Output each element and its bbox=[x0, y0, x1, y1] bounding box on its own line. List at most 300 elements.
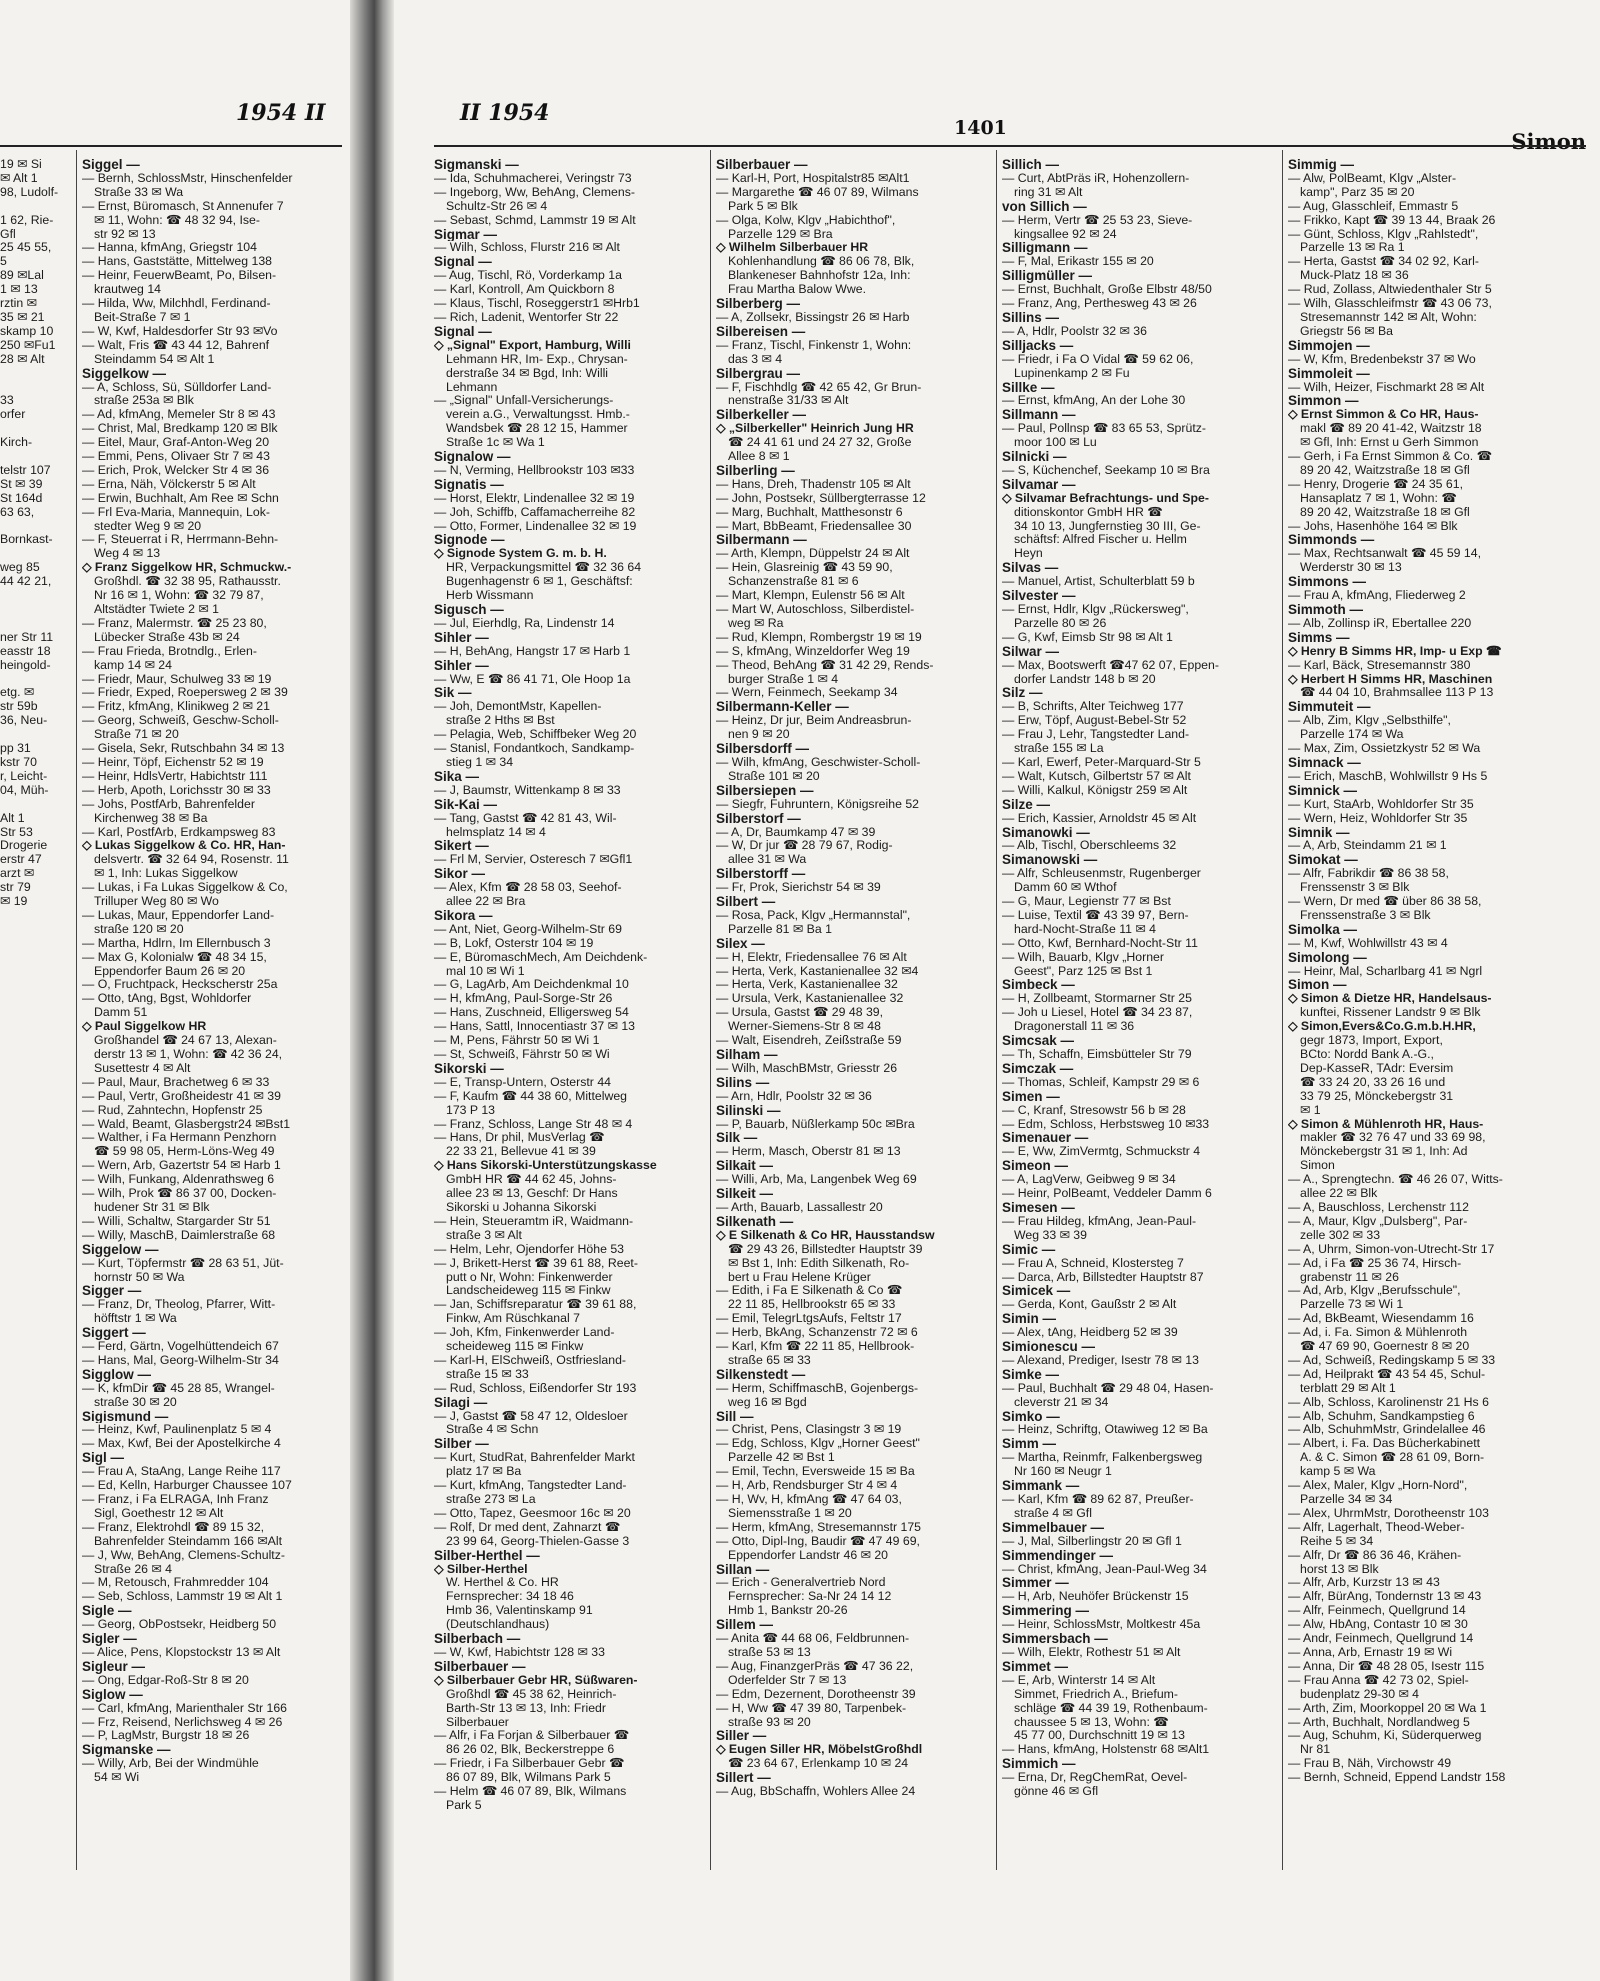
directory-entry: — Fritz, kfmAng, Klinikweg 2 ✉ 21 bbox=[82, 700, 270, 714]
directory-entry: — Rich, Ladenit, Wentorfer Str 22 bbox=[434, 310, 619, 324]
directory-entry: — Alex, Kfm ☎ 28 58 03, Seehof- bbox=[434, 881, 622, 895]
directory-entry: — Alfr, Schleusenmstr, Rugenberger bbox=[1002, 867, 1201, 881]
directory-entry: — Otto, Kwf, Bernhard-Nocht-Str 11 bbox=[1002, 936, 1198, 950]
directory-entry: — A, LagVerw, Geibweg 9 ✉ 34 bbox=[1002, 1173, 1176, 1187]
directory-entry: Schanzenstraße 81 ✉ 6 bbox=[728, 575, 859, 589]
directory-entry: — Ad, i Fa ☎ 25 36 74, Hirsch- bbox=[1288, 1256, 1462, 1270]
column-divider-3 bbox=[1282, 150, 1283, 1870]
directory-entry: — Heinr, SchlossMstr, Moltkestr 45a bbox=[1002, 1618, 1201, 1632]
directory-entry: — H, Elektr, Friedensallee 76 ✉ Alt bbox=[716, 950, 907, 964]
directory-entry: — Ida, Schuhmacherei, Veringstr 73 bbox=[434, 171, 632, 185]
directory-entry: 25 45 55, bbox=[0, 241, 52, 255]
directory-entry: — „Signal" Unfall-Versicherungs- bbox=[434, 394, 614, 408]
directory-entry: — P, LagMstr, Burgstr 18 ✉ 26 bbox=[82, 1729, 250, 1743]
directory-entry: — Alfr, Fabrikdir ☎ 86 38 58, bbox=[1288, 867, 1449, 881]
directory-entry: — Max, Bootswerft ☎47 62 07, Eppen- bbox=[1002, 658, 1219, 672]
surname-heading: Simmer — bbox=[1002, 1576, 1069, 1591]
directory-entry: — Erna, Näh, Völckerstr 5 ✉ Alt bbox=[82, 477, 256, 491]
directory-entry: — G, LagArb, Am Deichdenkmal 10 bbox=[434, 978, 629, 992]
directory-entry: — Wern, Dr med ☎ über 86 38 58, bbox=[1288, 895, 1482, 909]
directory-entry: — Herm, SchiffmaschB, Gojenbergs- bbox=[716, 1381, 919, 1395]
directory-entry: — M, Kwf, Wohlwillstr 43 ✉ 4 bbox=[1288, 936, 1448, 950]
directory-entry: — H, Arb, Neuhöfer Brückenstr 15 bbox=[1002, 1590, 1189, 1604]
directory-entry: — Arth, Klempn, Düppelstr 24 ✉ Alt bbox=[716, 547, 910, 561]
surname-heading: Simmuteit — bbox=[1288, 700, 1371, 715]
directory-entry: — Frz, Reisend, Nerlichsweg 4 ✉ 26 bbox=[82, 1715, 283, 1729]
directory-entry: — Erw, Töpf, August-Bebel-Str 52 bbox=[1002, 714, 1187, 728]
directory-entry: — Wilh, Prok ☎ 86 37 00, Docken- bbox=[82, 1187, 277, 1201]
directory-entry: — Erna, Dr, RegChemRat, Oevel- bbox=[1002, 1771, 1188, 1785]
firm-entry: ◇ Silber-Herthel bbox=[434, 1562, 528, 1576]
directory-entry: Altstädter Twiete 2 ✉ 1 bbox=[94, 603, 219, 616]
directory-entry bbox=[0, 673, 66, 687]
directory-entry: — G, Kwf, Eimsb Str 98 ✉ Alt 1 bbox=[1002, 630, 1173, 644]
directory-entry: Wandsbek ☎ 28 12 15, Hammer bbox=[446, 422, 628, 436]
surname-heading: Simmersbach — bbox=[1002, 1632, 1108, 1646]
surname-heading: Sillke — bbox=[1002, 380, 1055, 395]
surname-heading: Simczak — bbox=[1002, 1061, 1074, 1076]
directory-entry: — Rud, Zahntechn, Hopfenstr 25 bbox=[82, 1103, 263, 1117]
column-divider-2 bbox=[996, 150, 997, 1870]
directory-entry: — Frau A, kfmAng, Fliederweg 2 bbox=[1288, 589, 1466, 603]
surname-heading: Silinski — bbox=[716, 1103, 781, 1118]
directory-entry: — Alfr, Arb, Kurzstr 13 ✉ 43 bbox=[1288, 1576, 1440, 1590]
directory-entry: 5 bbox=[0, 255, 7, 269]
directory-entry: W. Herthel & Co. HR bbox=[446, 1576, 559, 1590]
directory-entry: — Wilh, kfmAng, Geschwister-Scholl- bbox=[716, 755, 921, 769]
surname-heading: Silnicki — bbox=[1002, 450, 1067, 464]
surname-heading: Silbermann — bbox=[716, 533, 807, 548]
directory-entry: Lübecker Straße 43b ✉ 24 bbox=[94, 630, 240, 644]
directory-entry: — Edg, Schloss, Klgv „Horner Geest" bbox=[716, 1437, 920, 1451]
directory-entry: — M, Pens, Fährstr 50 ✉ Wi 1 bbox=[434, 1034, 600, 1048]
directory-entry: Barth-Str 13 ✉ 13, Inh: Friedr bbox=[446, 1701, 606, 1715]
directory-entry: gönne 46 ✉ Gfl bbox=[1014, 1785, 1099, 1799]
directory-entry: allee 22 ✉ Bra bbox=[446, 895, 526, 909]
directory-entry: — Max, Kwf, Bei der Apostelkirche 4 bbox=[82, 1437, 281, 1451]
directory-entry: — Karl-H, Port, Hospitalstr85 ✉Alt1 bbox=[716, 171, 910, 185]
surname-heading: Silvas — bbox=[1002, 561, 1059, 576]
directory-entry: — B, Lokf, Osterstr 104 ✉ 19 bbox=[434, 936, 594, 950]
surname-heading: Silbereisen — bbox=[716, 324, 806, 339]
directory-entry: — Horst, Elektr, Lindenallee 32 ✉ 19 bbox=[434, 491, 635, 505]
directory-entry: 35 ✉ 21 bbox=[0, 310, 45, 324]
directory-entry: easstr 18 bbox=[0, 644, 51, 658]
directory-entry: Finkw, Am Rüschkanal 7 bbox=[446, 1312, 580, 1326]
directory-entry: Großhdl. ☎ 32 38 95, Rathausstr. bbox=[94, 575, 281, 589]
directory-entry: — Emmi, Pens, Olivaer Str 7 ✉ 43 bbox=[82, 450, 270, 464]
directory-entry: — Mart W, Autoschloss, Silberdistel- bbox=[716, 603, 915, 616]
directory-entry: scheideweg 115 ✉ Finkw bbox=[446, 1340, 584, 1354]
surname-heading: Sillem — bbox=[716, 1618, 774, 1633]
surname-heading: Silbergrau — bbox=[716, 366, 801, 381]
directory-entry: — Alb, SchuhmMstr, Grindelallee 46 bbox=[1288, 1423, 1486, 1437]
directory-entry: weg ✉ Ra bbox=[728, 616, 784, 630]
directory-entry: — Herm, Masch, Oberstr 81 ✉ 13 bbox=[716, 1145, 901, 1159]
surname-heading: Sikora — bbox=[434, 908, 493, 923]
directory-entry: str 92 ✉ 13 bbox=[94, 227, 156, 241]
directory-entry: — Hilda, Ww, Milchhdl, Ferdinand- bbox=[82, 297, 271, 311]
directory-entry: putt o Nr, Wohn: Finkenwerder bbox=[446, 1270, 613, 1284]
surname-heading: Simanowki — bbox=[1002, 825, 1090, 840]
surname-heading: Simmank — bbox=[1002, 1479, 1080, 1493]
directory-entry: Simon bbox=[1300, 1159, 1335, 1173]
directory-entry: ring 31 ✉ Alt bbox=[1014, 185, 1083, 199]
directory-entry: straße 120 ✉ 20 bbox=[94, 922, 184, 936]
directory-entry: St ✉ 39 bbox=[0, 477, 43, 491]
directory-entry: — Willy, Arb, Bei der Windmühle bbox=[82, 1757, 259, 1771]
directory-entry: — Rud, Zollass, Altwiedenthaler Str 5 bbox=[1288, 283, 1492, 297]
directory-entry: Nr 81 bbox=[1300, 1743, 1331, 1757]
directory-entry: ✉ Bst 1, Inh: Edith Silkenath, Ro- bbox=[728, 1256, 910, 1270]
directory-entry: Drogerie bbox=[0, 839, 48, 853]
directory-entry: allee 23 ✉ 13, Geschf: Dr Hans bbox=[446, 1187, 618, 1201]
directory-entry: — Friedr, i Fa Silberbauer Gebr ☎ bbox=[434, 1757, 625, 1771]
directory-entry: — H, Ww ☎ 47 39 80, Tarpenbek- bbox=[716, 1701, 907, 1715]
surname-heading: Silkeit — bbox=[716, 1187, 774, 1201]
directory-entry bbox=[0, 450, 66, 464]
directory-entry: 45 77 00, Durchschnitt 19 ✉ 13 bbox=[1014, 1729, 1185, 1743]
directory-entry: kingsallee 92 ✉ 24 bbox=[1014, 227, 1117, 241]
directory-entry: — Friedr, Maur, Schulweg 33 ✉ 19 bbox=[82, 672, 272, 686]
directory-entry: weg 16 ✉ Bgd bbox=[728, 1395, 807, 1409]
directory-entry: — Albert, i. Fa. Das Bücherkabinett bbox=[1288, 1437, 1481, 1451]
directory-entry: Werner-Siemens-Str 8 ✉ 48 bbox=[728, 1020, 881, 1034]
directory-entry: — Gerh, i Fa Ernst Simmon & Co. ☎ bbox=[1288, 450, 1492, 464]
directory-entry: 86 26 02, Blk, Beckerstreppe 6 bbox=[446, 1743, 615, 1757]
directory-entry: — Alfr, Lagerhalt, Theod-Weber- bbox=[1288, 1520, 1465, 1534]
directory-entry: Steindamm 54 ✉ Alt 1 bbox=[94, 352, 215, 366]
right-column-1 bbox=[434, 158, 702, 1813]
directory-entry: — Erwin, Buchhalt, Am Ree ✉ Schn bbox=[82, 491, 279, 505]
directory-entry: — Walther, i Fa Hermann Penzhorn bbox=[82, 1131, 277, 1145]
directory-entry: derstraße 34 ✉ Bgd, Inh: Willi bbox=[446, 366, 609, 380]
directory-entry bbox=[0, 547, 66, 561]
surname-heading: Simolong — bbox=[1288, 950, 1367, 965]
directory-entry: 33 79 25, Mönckebergstr 31 bbox=[1300, 1089, 1454, 1103]
left-head-rule bbox=[0, 145, 342, 147]
directory-entry: — Herb, BkAng, Schanzenstr 72 ✉ 6 bbox=[716, 1326, 918, 1340]
directory-entry: schläge ☎ 44 39 19, Rothenbaum- bbox=[1014, 1701, 1208, 1715]
directory-entry: — Rolf, Dr med dent, Zahnarzt ☎ bbox=[434, 1520, 621, 1534]
directory-entry: Bugenhagenstr 6 ✉ 1, Geschäftsf: bbox=[446, 575, 633, 589]
directory-entry: — F, Kaufm ☎ 44 38 60, Mittelweg bbox=[434, 1089, 628, 1103]
directory-entry: — Herta, Verk, Kastanienallee 32 ✉4 bbox=[716, 964, 919, 978]
directory-entry: — F, Steuerrat i R, Herrmann-Behn- bbox=[82, 533, 279, 547]
directory-entry: nenstraße 31/33 ✉ Alt bbox=[728, 394, 849, 408]
directory-entry: — Ad, kfmAng, Memeler Str 8 ✉ 43 bbox=[82, 408, 276, 422]
directory-entry: — W, Dr jur ☎ 28 79 67, Rodig- bbox=[716, 839, 893, 853]
directory-entry: terblatt 29 ✉ Alt 1 bbox=[1300, 1381, 1396, 1395]
directory-entry: — Wern, Heiz, Wohldorfer Str 35 bbox=[1288, 811, 1468, 825]
directory-entry: kamp 5 ✉ Wa bbox=[1300, 1465, 1376, 1479]
directory-entry: Frau Martha Balow Wwe. bbox=[728, 283, 867, 297]
directory-entry: Nr 160 ✉ Neugr 1 bbox=[1014, 1465, 1112, 1479]
directory-entry: — Carl, kfmAng, Marienthaler Str 166 bbox=[82, 1701, 288, 1715]
directory-entry: — Alexand, Prediger, Isestr 78 ✉ 13 bbox=[1002, 1353, 1199, 1367]
directory-entry: — Ernst, Buchhalt, Große Elbstr 48/50 bbox=[1002, 283, 1212, 297]
directory-entry: — J, Brikett-Herst ☎ 39 61 88, Reet- bbox=[434, 1256, 638, 1270]
directory-entry: Straße 101 ✉ 20 bbox=[728, 769, 820, 783]
surname-heading: Siglow — bbox=[82, 1687, 143, 1702]
directory-entry: — Otto, Tapez, Geesmoor 16c ✉ 20 bbox=[434, 1506, 631, 1520]
directory-entry: straße 155 ✉ La bbox=[1014, 742, 1104, 756]
directory-entry: budenplatz 29-30 ✉ 4 bbox=[1300, 1687, 1420, 1701]
firm-entry: ◇ Wilhelm Silberbauer HR bbox=[716, 241, 869, 255]
directory-entry: ✉ 1 bbox=[1300, 1103, 1321, 1117]
directory-entry: Parzelle 81 ✉ Ba 1 bbox=[728, 922, 832, 936]
directory-entry: — Anna, Arb, Ernastr 19 ✉ Wi bbox=[1288, 1645, 1453, 1659]
directory-entry: Park 5 bbox=[446, 1798, 482, 1812]
page-keyword: Simon bbox=[1511, 129, 1586, 154]
directory-entry: horst 13 ✉ Blk bbox=[1300, 1562, 1379, 1576]
surname-heading: Silbert — bbox=[716, 895, 776, 909]
directory-entry: — Klaus, Tischl, Roseggerstr1 ✉Hrb1 bbox=[434, 297, 640, 311]
directory-entry: — M, Retousch, Frahmredder 104 bbox=[82, 1576, 269, 1590]
directory-entry: — Herb, Apoth, Lorichsstr 30 ✉ 33 bbox=[82, 783, 271, 797]
directory-entry: Hansaplatz 7 ✉ 1, Wohn: ☎ bbox=[1300, 491, 1457, 505]
directory-entry: — Edm, Dezernent, Dorotheenstr 39 bbox=[716, 1687, 916, 1701]
directory-entry: — Rosa, Pack, Klgv „Hermannstal", bbox=[716, 908, 911, 922]
directory-entry: Werderstr 30 ✉ 13 bbox=[1300, 561, 1402, 575]
directory-entry: helmsplatz 14 ✉ 4 bbox=[446, 825, 546, 839]
directory-entry: — Thomas, Schleif, Kampstr 29 ✉ 6 bbox=[1002, 1075, 1200, 1089]
directory-entry: — H, Zollbeamt, Stormarner Str 25 bbox=[1002, 992, 1192, 1006]
directory-entry: — Ingeborg, Ww, BehAng, Clemens- bbox=[434, 185, 635, 199]
surname-heading: Silberstorff — bbox=[716, 867, 806, 882]
directory-entry: — Frikko, Kapt ☎ 39 13 44, Braak 26 bbox=[1288, 213, 1496, 227]
directory-entry: — Herm, kfmAng, Stresemannstr 175 bbox=[716, 1520, 922, 1534]
directory-entry: Herb Wissmann bbox=[446, 589, 534, 603]
directory-entry: — Ad, i. Fa. Simon & Mühlenroth bbox=[1288, 1326, 1468, 1340]
directory-entry: — Wilh, Glasschleifmstr ☎ 43 06 73, bbox=[1288, 297, 1492, 311]
directory-entry: — J, Ww, BehAng, Clemens-Schultz- bbox=[82, 1548, 285, 1562]
directory-entry: kamp 14 ✉ 24 bbox=[94, 658, 172, 672]
directory-entry: — Karl, PostfArb, Erdkampsweg 83 bbox=[82, 825, 276, 839]
surname-heading: Simokat — bbox=[1288, 853, 1358, 868]
directory-entry: Dragonerstall 11 ✉ 36 bbox=[1014, 1020, 1135, 1034]
directory-entry: — Frau A, Schneid, Klostersteg 7 bbox=[1002, 1256, 1184, 1270]
directory-entry: — Friedr, Exped, Roepersweg 2 ✉ 39 bbox=[82, 686, 288, 700]
directory-entry: — Erich, MaschB, Wohlwillstr 9 Hs 5 bbox=[1288, 769, 1488, 783]
directory-entry: — Henry, Drogerie ☎ 24 35 61, bbox=[1288, 477, 1464, 491]
surname-heading: Signal — bbox=[434, 255, 492, 270]
directory-entry: — Friedr, i Fa O Vidal ☎ 59 62 06, bbox=[1002, 352, 1194, 366]
directory-entry: — Helm ☎ 46 07 89, Blk, Wilmans bbox=[434, 1785, 627, 1799]
surname-heading: Simmendinger — bbox=[1002, 1548, 1114, 1563]
directory-entry: straße 30 ✉ 20 bbox=[94, 1395, 177, 1409]
directory-entry: — Joh, Kfm, Finkenwerder Land- bbox=[434, 1326, 615, 1340]
directory-entry: — Tang, Gastst ☎ 42 81 43, Wil- bbox=[434, 811, 617, 825]
directory-entry: — John, Postsekr, Süllbergterrasse 12 bbox=[716, 491, 926, 505]
surname-heading: Simnick — bbox=[1288, 783, 1358, 798]
directory-entry: — Franz, Elektrohdl ☎ 89 15 32, bbox=[82, 1520, 265, 1534]
surname-heading: Simke — bbox=[1002, 1367, 1060, 1382]
directory-entry: ☎ 24 41 61 und 24 27 32, Große bbox=[728, 436, 912, 450]
directory-entry: A. & C. Simon ☎ 28 61 09, Born- bbox=[1300, 1451, 1485, 1465]
directory-entry: — Otto, Former, Lindenallee 32 ✉ 19 bbox=[434, 519, 637, 533]
firm-entry: ◇ Paul Siggelkow HR bbox=[82, 1020, 207, 1034]
directory-entry: ✉ Alt 1 bbox=[0, 171, 38, 185]
directory-entry: — Theod, BehAng ☎ 31 42 29, Rends- bbox=[716, 658, 934, 672]
directory-entry: — Hans, Dreh, Thadenstr 105 ✉ Alt bbox=[716, 477, 911, 491]
directory-entry: — Alice, Pens, Klopstockstr 13 ✉ Alt bbox=[82, 1645, 281, 1659]
directory-entry: — Ernst, Hdlr, Klgv „Rückersweg", bbox=[1002, 603, 1189, 616]
directory-entry: Muck-Platz 18 ✉ 36 bbox=[1300, 269, 1409, 283]
surname-heading: Silvester — bbox=[1002, 589, 1076, 603]
directory-entry: — Frl M, Servier, Osteresch 7 ✉Gfl1 bbox=[434, 853, 633, 867]
directory-entry: — Wilh, MaschBMstr, Griesstr 26 bbox=[716, 1061, 898, 1075]
directory-entry: — Mart, BbBeamt, Friedensallee 30 bbox=[716, 519, 912, 533]
directory-entry: — Lukas, Maur, Eppendorfer Land- bbox=[82, 908, 275, 922]
directory-entry: — H, BehAng, Hangstr 17 ✉ Harb 1 bbox=[434, 644, 631, 658]
directory-entry: verein a.G., Verwaltungsst. Hmb.- bbox=[446, 408, 630, 422]
surname-heading: Sillins — bbox=[1002, 310, 1060, 325]
directory-entry: — Alfr, Feinmech, Quellgrund 14 bbox=[1288, 1604, 1466, 1618]
surname-heading: Simeon — bbox=[1002, 1159, 1069, 1174]
surname-heading: Siggert — bbox=[82, 1326, 146, 1341]
directory-entry: 89 20 42, Waitzstraße 18 ✉ Gfl bbox=[1300, 463, 1470, 477]
directory-entry: Beit-Straße 7 ✉ 1 bbox=[94, 310, 191, 324]
directory-entry: — Frau J, Lehr, Tangstedter Land- bbox=[1002, 728, 1190, 742]
directory-entry: — Ursula, Gastst ☎ 29 48 39, bbox=[716, 1006, 884, 1020]
surname-heading: Simmich — bbox=[1002, 1757, 1076, 1772]
directory-entry: — Arth, Buchhalt, Nordlandweg 5 bbox=[1288, 1715, 1470, 1729]
right-running-head: II 1954 bbox=[460, 100, 550, 126]
directory-entry: — Darca, Arb, Billstedter Hauptstr 87 bbox=[1002, 1270, 1204, 1284]
left-page bbox=[0, 0, 350, 1981]
directory-entry: — N, Verming, Hellbrookstr 103 ✉33 bbox=[434, 463, 635, 477]
directory-entry bbox=[0, 603, 66, 617]
directory-entry: — Hans, Mal, Georg-Wilhelm-Str 34 bbox=[82, 1353, 279, 1367]
directory-entry: Blankeneser Bahnhofstr 12a, Inh: bbox=[728, 269, 911, 283]
directory-entry: Schultz-Str 26 ✉ 4 bbox=[446, 199, 548, 213]
directory-entry: kunftei, Rissener Landstr 9 ✉ Blk bbox=[1300, 1006, 1481, 1020]
directory-entry: — Th, Schaffn, Eimsbütteler Str 79 bbox=[1002, 1048, 1192, 1061]
surname-heading: Simm — bbox=[1002, 1437, 1057, 1452]
directory-entry: makl ☎ 89 20 41-42, Waitzstr 18 bbox=[1300, 422, 1482, 436]
firm-entry: ◇ Simon & Mühlenroth HR, Haus- bbox=[1288, 1117, 1484, 1131]
directory-entry: — Georg, Schweiß, Geschw-Scholl- bbox=[82, 714, 279, 728]
surname-heading: Silbermann-Keller — bbox=[716, 700, 849, 715]
directory-entry: cleverstr 21 ✉ 34 bbox=[1014, 1395, 1109, 1409]
surname-heading: Silkenath — bbox=[716, 1214, 794, 1229]
directory-entry: 22 33 21, Bellevue 41 ✉ 39 bbox=[446, 1145, 596, 1159]
directory-entry: — Stanisl, Fondantkoch, Sandkamp- bbox=[434, 742, 635, 756]
directory-entry: Sikorski u Johanna Sikorski bbox=[446, 1200, 597, 1214]
directory-entry bbox=[0, 728, 66, 742]
directory-entry: — E, Arb, Winterstr 14 ✉ Alt bbox=[1002, 1673, 1156, 1687]
surname-heading: Silberling — bbox=[716, 463, 795, 478]
directory-entry: 1 62, Rie- bbox=[0, 213, 54, 227]
directory-entry: Damm 51 bbox=[94, 1006, 148, 1020]
surname-heading: Sigmanske — bbox=[82, 1743, 171, 1758]
directory-entry: 33 bbox=[0, 394, 14, 408]
directory-entry: hard-Nocht-Straße 11 ✉ 4 bbox=[1014, 922, 1156, 936]
directory-entry: — Alw, HbAng, Contastr 10 ✉ 30 bbox=[1288, 1618, 1468, 1632]
directory-entry: 250 ✉Fu1 bbox=[0, 338, 56, 352]
directory-entry: ☎ 23 64 67, Erlenkamp 10 ✉ 24 bbox=[728, 1757, 909, 1771]
directory-entry: — Alb, Schloss, Karolinenstr 21 Hs 6 bbox=[1288, 1395, 1489, 1409]
directory-entry: allee 22 ✉ Blk bbox=[1300, 1187, 1378, 1201]
directory-entry: — Johs, PostfArb, Bahrenfelder bbox=[82, 797, 255, 811]
firm-entry: ◇ Herbert H Simms HR, Maschinen bbox=[1288, 672, 1493, 686]
directory-entry: zelle 302 ✉ 33 bbox=[1300, 1228, 1381, 1242]
directory-entry: — Franz, i Fa ELRAGA, Inh Franz bbox=[82, 1493, 269, 1506]
directory-entry: Kirch- bbox=[0, 436, 33, 450]
surname-heading: Silvamar — bbox=[1002, 477, 1076, 492]
surname-heading: Silkait — bbox=[716, 1159, 774, 1174]
directory-entry: HR, Verpackungsmittel ☎ 32 36 64 bbox=[446, 561, 642, 575]
surname-heading: Sikorski — bbox=[434, 1061, 504, 1076]
directory-entry: 63 63, bbox=[0, 505, 35, 519]
directory-entry: straße 53 ✉ 13 bbox=[728, 1645, 811, 1659]
surname-heading: Simnik — bbox=[1288, 825, 1350, 840]
directory-entry: — Ed, Kelln, Harburger Chaussee 107 bbox=[82, 1479, 292, 1493]
directory-entry: Allee 8 ✉ 1 bbox=[728, 450, 790, 464]
directory-entry bbox=[0, 589, 66, 603]
directory-entry: — Gerda, Kont, Gaußstr 2 ✉ Alt bbox=[1002, 1298, 1177, 1312]
directory-entry: straße 93 ✉ 20 bbox=[728, 1715, 811, 1729]
directory-entry: — Ad, BkBeamt, Wiesendamm 16 bbox=[1288, 1312, 1474, 1326]
directory-entry: — J, Mal, Silberlingstr 20 ✉ Gfl 1 bbox=[1002, 1534, 1182, 1548]
directory-entry: — Walt, Fris ☎ 43 44 12, Bahrenf bbox=[82, 338, 270, 352]
directory-entry: — G, Maur, Legienstr 77 ✉ Bst bbox=[1002, 895, 1171, 909]
directory-entry: — Max, Rechtsanwalt ☎ 45 59 14, bbox=[1288, 547, 1482, 561]
directory-entry: — Sebast, Schmd, Lammstr 19 ✉ Alt bbox=[434, 213, 636, 227]
firm-entry: ◇ Silvamar Befrachtungs- und Spe- bbox=[1002, 491, 1209, 505]
surname-heading: Simmig — bbox=[1288, 158, 1355, 172]
directory-entry: Str 53 bbox=[0, 825, 33, 839]
directory-entry: — Frl Eva-Maria, Mannequin, Lok- bbox=[82, 505, 270, 519]
directory-entry: — Alb, Zim, Klgv „Selbsthilfe", bbox=[1288, 714, 1451, 728]
directory-entry: — St, Schweiß, Fährstr 50 ✉ Wi bbox=[434, 1048, 610, 1061]
directory-entry: — Alex, Maler, Klgv „Horn-Nord", bbox=[1288, 1479, 1468, 1493]
directory-entry: makler ☎ 32 76 47 und 33 69 98, bbox=[1300, 1131, 1486, 1145]
directory-entry: — F, Mal, Erikastr 155 ✉ 20 bbox=[1002, 255, 1154, 269]
directory-entry: Straße 71 ✉ 20 bbox=[94, 728, 179, 742]
directory-entry: — Jan, Schiffsreparatur ☎ 39 61 88, bbox=[434, 1298, 637, 1312]
directory-entry: 04, Müh- bbox=[0, 783, 49, 797]
right-column-2 bbox=[716, 158, 988, 1799]
surname-heading: Sihler — bbox=[434, 658, 489, 673]
directory-entry: Kohlenhandlung ☎ 86 06 78, Blk, bbox=[728, 255, 915, 269]
directory-entry: burger Straße 1 ✉ 4 bbox=[728, 672, 839, 686]
firm-entry: ◇ Eugen Siller HR, MöbelstGroßhdl bbox=[716, 1743, 923, 1757]
directory-entry: — A, Bauschloss, Lerchenstr 112 bbox=[1288, 1200, 1469, 1214]
directory-entry: — Heinz, Kwf, Paulinenplatz 5 ✉ 4 bbox=[82, 1423, 272, 1437]
directory-entry: — Seb, Schloss, Lammstr 19 ✉ Alt 1 bbox=[82, 1590, 283, 1604]
surname-heading: Simin — bbox=[1002, 1312, 1057, 1327]
column-divider-1 bbox=[710, 150, 711, 1870]
directory-entry: — H, Arb, Rendsburger Str 4 ✉ 4 bbox=[716, 1479, 898, 1493]
directory-entry: Dep-KasseR, TAdr: Eversim bbox=[1300, 1061, 1454, 1075]
directory-entry: Parzelle 80 ✉ 26 bbox=[1014, 616, 1107, 630]
surname-heading: von Sillich — bbox=[1002, 199, 1087, 214]
directory-entry: — Eitel, Maur, Graf-Anton-Weg 20 bbox=[82, 436, 270, 450]
directory-entry: — Heinr, FeuerwBeamt, Po, Bilsen- bbox=[82, 269, 277, 283]
directory-entry: — Ad, Schweiß, Redingskamp 5 ✉ 33 bbox=[1288, 1353, 1496, 1367]
directory-entry: straße 2 Hths ✉ Bst bbox=[446, 714, 555, 728]
directory-entry: (Deutschlandhaus) bbox=[446, 1618, 550, 1632]
directory-entry: — Herta, Verk, Kastanienallee 32 bbox=[716, 978, 898, 992]
directory-entry: — Arth, Bauarb, Lassallestr 20 bbox=[716, 1200, 883, 1214]
directory-entry: 54 ✉ Wi bbox=[94, 1771, 140, 1785]
directory-entry: — Karl, Kfm ☎ 22 11 85, Hellbrook- bbox=[716, 1340, 915, 1354]
surname-heading: Simmoth — bbox=[1288, 603, 1364, 617]
surname-heading: Signatis — bbox=[434, 477, 504, 492]
directory-entry: — Aug, Glasschleif, Emmastr 5 bbox=[1288, 199, 1459, 213]
